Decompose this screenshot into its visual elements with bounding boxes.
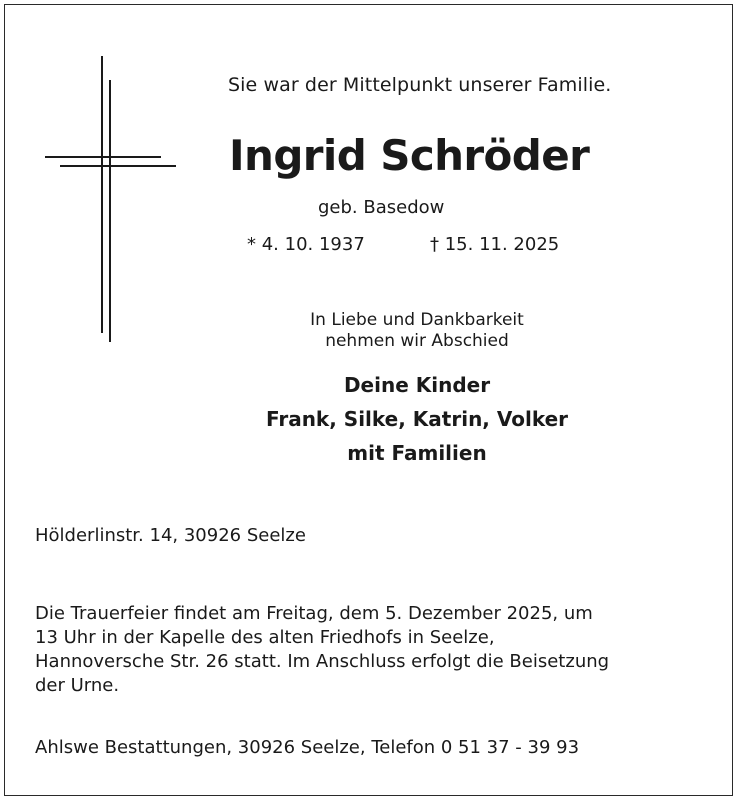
death-date: † 15. 11. 2025 <box>430 234 560 255</box>
farewell-line: In Liebe und Dankbarkeit <box>310 310 524 330</box>
family-line: Deine Kinder <box>343 373 491 397</box>
farewell-text <box>202 310 632 352</box>
deceased-name: Ingrid Schröder <box>229 131 590 180</box>
address: Hölderlinstr. 14, 30926 Seelze <box>35 525 306 546</box>
service-line: 13 Uhr in der Kapelle des alten Friedhofs in Seelze, <box>35 627 495 648</box>
maiden-name: geb. Basedow <box>318 197 445 218</box>
undertaker-contact: Ahlswe Bestattungen, 30926 Seelze, Telefon 0 51 37 - 39 93 <box>35 737 580 758</box>
service-line: der Urne. <box>35 675 120 696</box>
family-line: Frank, Silke, Katrin, Volker <box>265 407 569 431</box>
service-line: Die Trauerfeier findet am Freitag, dem 5. Dezember 2025, um <box>35 603 593 624</box>
service-line: Hannoversche Str. 26 statt. Im Anschluss erfolgt die Beisetzung <box>35 651 610 672</box>
family-line: mit Familien <box>347 441 487 465</box>
family-signature <box>202 368 632 470</box>
funeral-service-info <box>35 602 609 698</box>
birth-date: * 4. 10. 1937 <box>247 234 365 255</box>
motto: Sie war der Mittelpunkt unserer Familie. <box>228 74 612 96</box>
farewell-line: nehmen wir Abschied <box>325 331 509 351</box>
